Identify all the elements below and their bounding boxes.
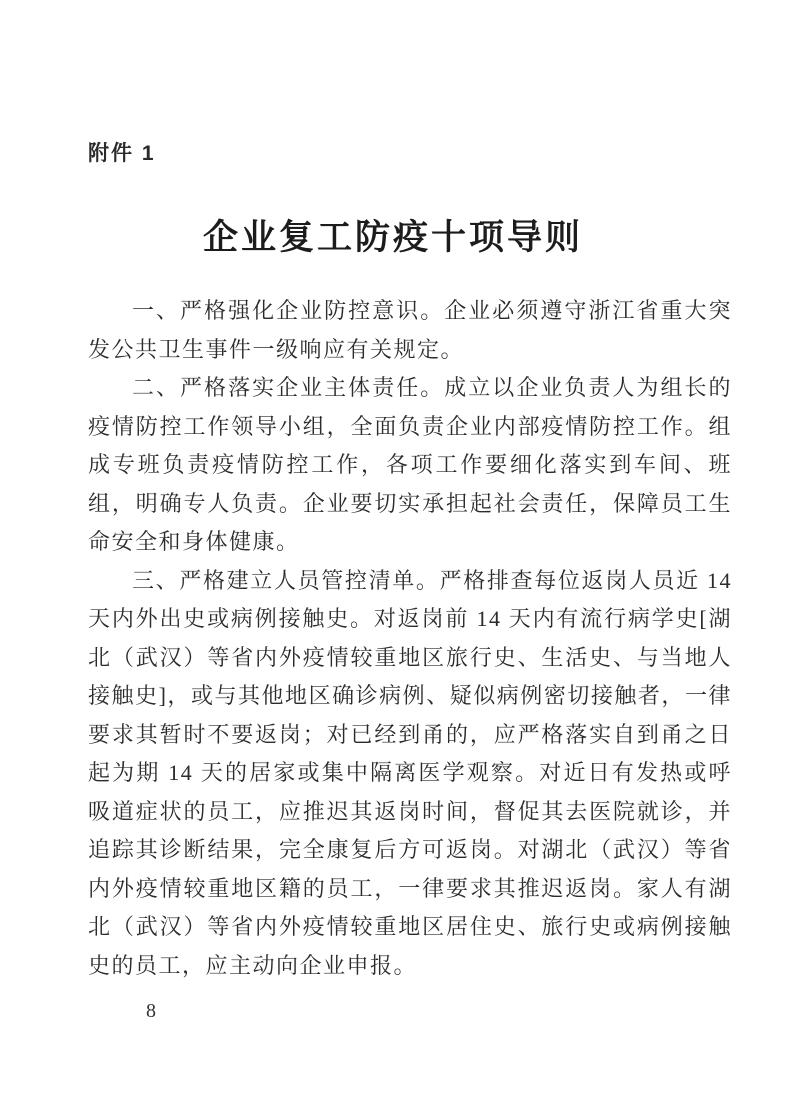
attachment-label: 附件 1 xyxy=(88,142,156,165)
paragraph-two: 二、严格落实企业主体责任。成立以企业负责人为组长的疫情防控工作领导小组，全面负责企业内部疫情防控工作。组成专班负责疫情防控工作，各项工作要细化落实到车间、班组，明确专人负责。企业要切实承担起社会责任，保障员工生命安全和身体健康。 xyxy=(88,375,732,554)
page-number: 8 xyxy=(146,1000,156,1022)
document-title: 企业复工防疫十项导则 xyxy=(202,218,583,257)
paragraph-three: 三、严格建立人员管控清单。严格排查每位返岗人员近 14 天内外出史或病例接触史。对返岗前 14 天内有流行病学史[湖北（武汉）等省内外疫情较重地区旅行史、生活史、与当地人接触史]，或与其他地区确诊病例、疑似病例密切接触者，一律要求其暂时不要返岗；对已经到甬的，应严格落实自到甬之日起为期 14 天的居家或集中隔离医学观察。对近日有发热或呼吸道症状的员工，应推迟其返岗时间，督促其去医院就诊，并追踪其诊断结果，完全康复后方可返岗。对湖北（武汉）等省内外疫情较重地区籍的员工，一律要求其推迟返岗。家人有湖北（武汉）等省内外疫情较重地区居住史、旅行史或病例接触史的员工，应主动向企业申报。 xyxy=(88,567,732,978)
paragraph-one: 一、严格强化企业防控意识。企业必须遵守浙江省重大突发公共卫生事件一级响应有关规定。 xyxy=(88,298,732,362)
document-body xyxy=(88,292,732,985)
